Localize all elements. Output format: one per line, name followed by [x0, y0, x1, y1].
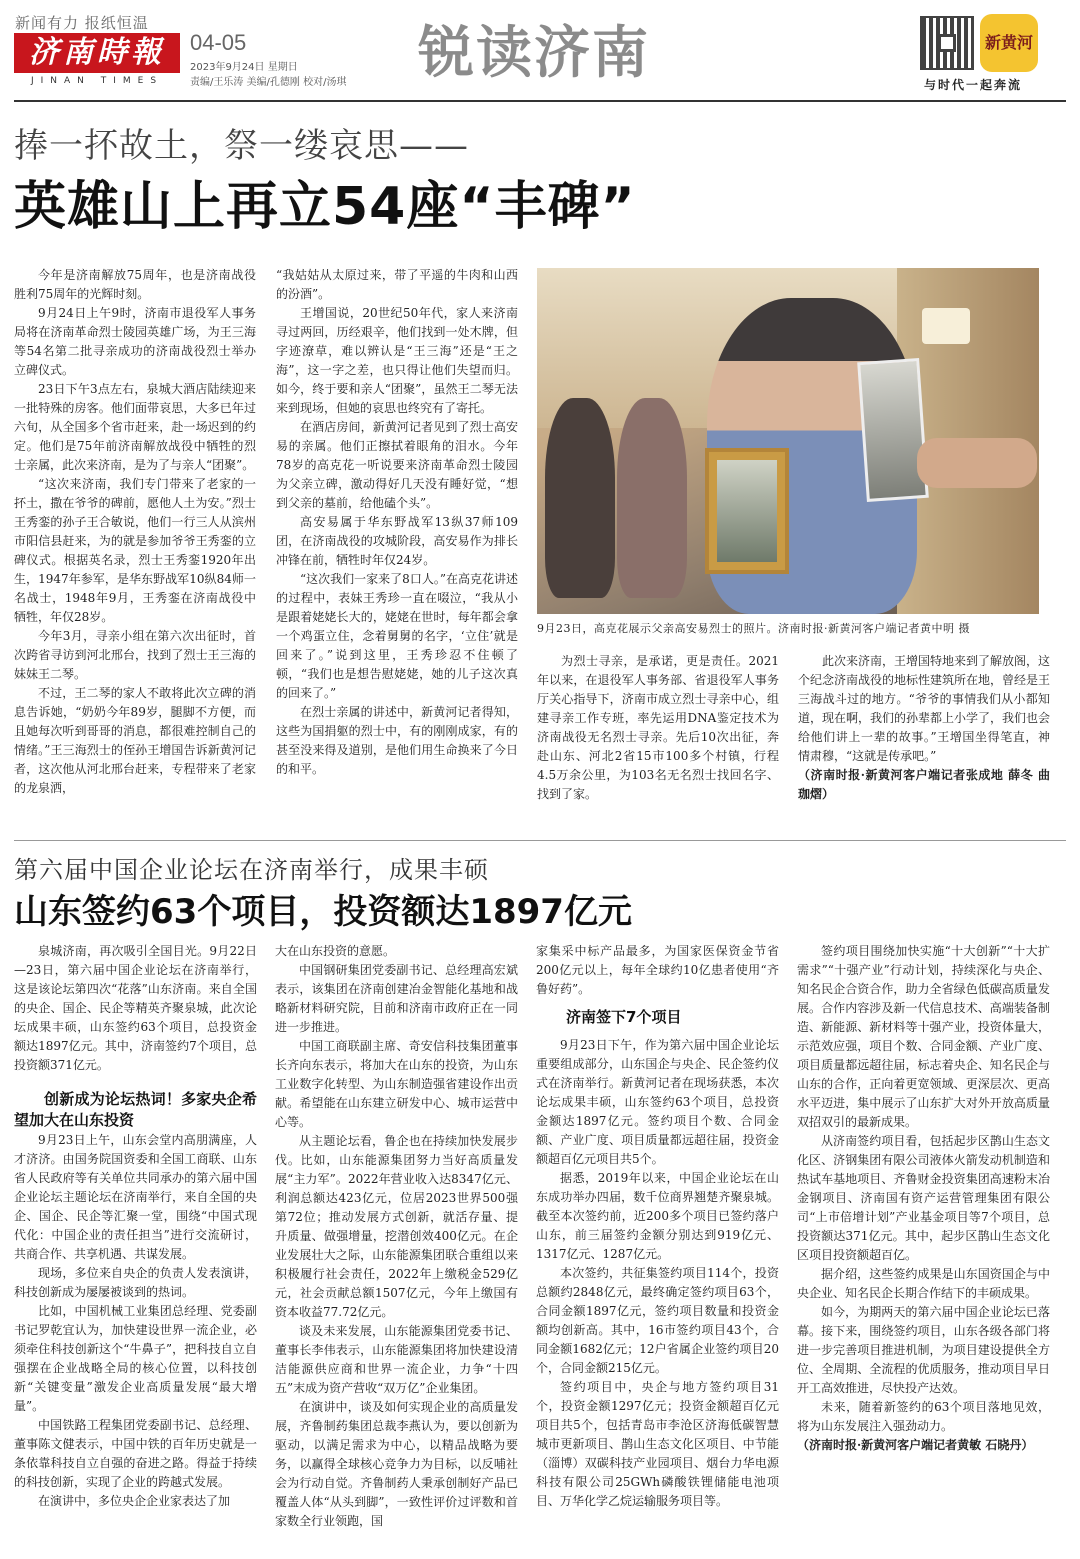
paragraph: 泉城济南，再次吸引全国目光。9月22日—23日，第六届中国企业论坛在济南举行，这是该论坛第四次“花落”山东济南。来自全国的央企、国企、民企等精英齐聚泉城，此次论坛成果丰硕，山东签约63个项目，总投资金额达1897亿元。其中，济南签约7个项目，总投资额371亿元。 — [14, 944, 257, 1072]
section-title: 锐读济南 — [418, 21, 650, 86]
paragraph: 23日下午3点左右，泉城大酒店陆续迎来一批特殊的房客。他们面带哀思，大多已年过六旬，从全国多个省市赶来，赴一场迟到的约定。他们是75年前济南解放战役中牺牲的烈士亲属，此次来济南，是为了与亲人“团聚”。 — [14, 382, 256, 472]
paragraph: 据悉，2019年以来，中国企业论坛在山东成功举办四届，数千位商界翘楚齐聚泉城。截至本次签约前，近200多个项目已签约落户山东，前三届签约金额分别达到919亿元、1317亿元、1287亿元。 — [536, 1171, 779, 1261]
page-numbers: 04-05 — [190, 30, 247, 55]
paragraph: 中国工商联副主席、奇安信科技集团董事长齐向东表示，将加大在山东的投资，为山东工业数字化转型、为山东制造强省建设作出贡献。希望能在山东建立研发中心、城市运营中心等。 — [275, 1039, 518, 1129]
paragraph: 此次来济南，王增国特地来到了解放阁，这个纪念济南战役的地标性建筑所在地，曾经是王三海战斗过的地方。“爷爷的事情我们从小都知道，现在啊，我们的孙辈都上小学了，我们也会给他们讲上一辈的故事。”王增国坐得笔直，神情肃穆，“这就是传承吧。” — [798, 654, 1050, 763]
paragraph: 今年是济南解放75周年，也是济南战役胜利75周年的光辉时刻。 — [14, 268, 256, 301]
masthead — [0, 0, 1080, 100]
app-slogan: 与时代一起奔流 — [924, 78, 1023, 92]
editor-credits: 责编/王乐涛 美编/孔德刚 校对/汤琪 — [190, 77, 347, 88]
paragraph: “我姑姑从太原过来，带了平遥的牛肉和山西的汾酒”。 — [276, 268, 518, 301]
story1-column-3 — [537, 652, 779, 832]
paragraph: 据介绍，这些签约成果是山东国资国企与中央企业、知名民企长期合作结下的丰硕成果。 — [797, 1267, 1050, 1300]
masthead-slogan: 新闻有力 报纸恒温 — [15, 14, 149, 32]
publication-date: 2023年9月24日 星期日 — [190, 62, 298, 73]
paragraph: 签约项目围绕加快实施“十大创新”“十大扩需求”“十强产业”行动计划，持续深化与央企、知名民企合资合作，助力全省绿色低碳高质量发展。合作内容涉及新一代信息技术、高端装备制造、新能源、新材料等十强产业，投资体量大，示范效应强，项目个数、合同金额、产业广度、项目质量都远超往届，标志着央企、知名民企与山东的合作，正向着更宽领域、更深层次、更高水平迈进，集中展示了山东扩大对外开放高质量双招双引的最新成果。 — [797, 944, 1050, 1129]
paragraph: 为烈士寻亲，是承诺，更是责任。2021年以来，在退役军人事务部、省退役军人事务厅关心指导下，济南市成立烈士寻亲中心，组建寻亲工作专班，率先运用DNA鉴定技术为济南战役无名烈士寻亲。先后10次出征，奔赴山东、河北2省15市100多个村镇，行程4.5万余公里，为103名无名烈士找回名字、找到了家。 — [537, 654, 779, 801]
paragraph: “这次我们一家来了8口人。”在高克花讲述的过程中，表妹王秀珍一直在啜泣，“我从小是跟着姥姥长大的，姥姥在世时，每年都会拿一个鸡蛋立住，念着舅舅的名字，‘立住’就是回来了。”说到这里，王秀珍忍不住顿了顿，“我们也是想告慰姥姥，她的儿子这次真的回来了。” — [276, 572, 518, 700]
masthead-divider — [14, 100, 1066, 102]
paragraph: 在酒店房间，新黄河记者见到了烈士高安易的亲属。他们正擦拭着眼角的泪水。今年78岁的高克花一听说要来济南革命烈士陵园为父亲立碑，激动得好几天没有睡好觉，“想到父亲的墓前，给他磕个头”。 — [276, 420, 518, 510]
paragraph: 签约项目中，央企与地方签约项目31个，投资金额1297亿元；投资金额超百亿元项目共5个，包括青岛市李沧区济海低碳智慧城市更新项目、鹊山生态文化区项目、中节能（淄博）双碳科技产业园项目、烟台力华电源科技有限公司25GWh磷酸铁锂储能电池项目、万华化学乙烷运输服务项目等。 — [536, 1380, 779, 1508]
paragraph: 中国铁路工程集团党委副书记、总经理、董事陈文健表示，中国中铁的百年历史就是一条依靠科技自立自强的奋进之路。得益于持续的科技创新，实现了企业的跨越式发展。 — [14, 1418, 257, 1489]
app-logo[interactable]: 新黄河 — [980, 14, 1038, 72]
story2-column-2 — [275, 942, 518, 1554]
paragraph: “这次来济南，我们专门带来了老家的一抔土，撒在爷爷的碑前，愿他人土为安。”烈士王秀銮的孙子王合敏说，他们一行三人从滨州市阳信县赶来，为的就是参加爷爷王秀銮的立碑仪式。根据英名录，烈士王秀銮1920年出生，1947年参军，是华东野战军10纵84师一名战士，1948年9月，王秀銮在济南战役中牺牲，年仅28岁。 — [14, 477, 256, 624]
paragraph: 在演讲中，谈及如何实现企业的高质量发展，齐鲁制药集团总裁李燕认为，要以创新为驱动，以满足需求为中心，以精品战略为要务，以赢得全球核心竞争力为目标，以反哺社会为行动自觉。齐鲁制药人秉承创制好产品已覆盖人体“从头到脚”，一致性评价过评数和首家数全行业领跑，国 — [275, 1400, 518, 1528]
qr-code-icon[interactable] — [920, 16, 974, 70]
paragraph: 在烈士亲属的讲述中，新黄河记者得知，这些为国捐躯的烈士中，有的刚刚成家，有的甚至没来得及道别，是他们用生命换来了今日的和平。 — [276, 705, 518, 776]
story2-subhead-1: 创新成为论坛热词！多家央企希望加大在山东投资 — [14, 1090, 257, 1129]
paragraph: 如今，为期两天的第六届中国企业论坛已落幕。接下来，围绕签约项目，山东各级各部门将进一步完善项目推进机制，为项目建设提供全方位、全周期、全流程的优质服务，推动项目早日开工高效推进，尽快投产达效。 — [797, 1305, 1050, 1395]
photo-caption: 9月23日，高克花展示父亲高安易烈士的照片。济南时报·新黄河客户端记者黄中明 摄 — [537, 622, 970, 635]
paragraph: 大在山东投资的意愿。 — [275, 944, 396, 958]
story-divider — [14, 840, 1066, 841]
paragraph: 高安易属于华东野战军13纵37师109团，在济南战役的攻城阶段，高安易作为排长冲锋在前，牺牲时年仅24岁。 — [276, 515, 518, 567]
story1-column-4 — [798, 652, 1050, 832]
paragraph: 不过，王二琴的家人不敢将此次立碑的消息告诉她，“奶奶今年89岁，腿脚不方便，而且她每次听到哥哥的消息，都很难控制自己的情绪。”王三海烈士的侄孙王增国告诉新黄河记者，这次他从河北邢台赶来，专程带来了老家的龙泉洒， — [14, 686, 256, 795]
story1-column-1 — [14, 266, 256, 826]
paragraph: 从济南签约项目看，包括起步区鹊山生态文化区、济钢集团有限公司液体火箭发动机制造和热试车基地项目、齐鲁财金投资集团高速粉末冶金钢项目、济南国有资产运营管理集团有限公司“上市倍增计划”产业基金项目等7个项目，总投资额达371亿元。其中，起步区鹊山生态文化区项目投资额超百亿。 — [797, 1134, 1050, 1262]
story1-headline: 英雄山上再立54座“丰碑” — [14, 177, 636, 237]
paragraph: 家集采中标产品最多，为国家医保资金节省200亿元以上，每年全球约10亿患者使用“齐鲁好药”。 — [536, 944, 779, 996]
newspaper-logo: 济南時報 — [14, 33, 180, 73]
paragraph: 本次签约，共征集签约项目114个，投资总额约2848亿元，最终确定签约项目63个，合同金额1897亿元，签约项目数量和投资金额均创新高。其中，16市签约项目43个，合同金额1682亿元；12户省属企业签约项目20个，合同金额215亿元。 — [536, 1266, 779, 1375]
paragraph: 9月24日上午9时，济南市退役军人事务局将在济南革命烈士陵园英雄广场，为王三海等54名第二批寻亲成功的济南战役烈士举办立碑仪式。 — [14, 306, 256, 377]
byline: （济南时报·新黄河客户端记者张成地 薛冬 曲珈熠） — [798, 768, 1050, 801]
story2-column-1 — [14, 942, 257, 1554]
paragraph: 未来，随着新签约的63个项目落地见效，将为山东发展注入强劲动力。 — [797, 1400, 1050, 1433]
story2-headline: 山东签约63个项目，投资额达1897亿元 — [14, 892, 632, 932]
paragraph: 9月23日下午，作为第六届中国企业论坛重要组成部分，山东国企与央企、民企签约仪式在济南举行。新黄河记者在现场获悉，本次论坛成果丰硕，山东签约63个项目，总投资金额达1897亿元。签约项目个数、合同金额、产业广度、项目质量都远超往届，投资金额超百亿元项目共5个。 — [536, 1038, 779, 1166]
paragraph: 在演讲中，多位央企企业家表达了加 — [38, 1494, 231, 1508]
paragraph: 9月23日上午，山东会堂内高朋满座，人才济济。由国务院国资委和全国工商联、山东省人民政府等有关单位共同承办的第六届中国企业论坛主题论坛在济南举行，来自全国的央企、国企、民企等汇聚一堂，围绕“中国式现代化：中国企业的责任担当”进行交流研讨，共商合作、共享机遇、共谋发展。 — [14, 1133, 257, 1261]
story1-kicker: 捧一抔故土，祭一缕哀思—— — [14, 126, 469, 166]
paragraph: 谈及未来发展，山东能源集团党委书记、董事长李伟表示，山东能源集团将加快建设清洁能源供应商和世界一流企业，力争“十四五”末成为资产营收“双万亿”企业集团。 — [275, 1324, 518, 1395]
newspaper-pinyin: JINAN TIMES — [30, 76, 164, 86]
paragraph: 从主题论坛看，鲁企也在持续加快发展步伐。比如，山东能源集团努力当好高质量发展“主力军”。2022年营业收入达8347亿元、利润总额达423亿元，位居2023世界500强第72位；推动发展方式创新，就活存量、提升质量、做强增量，挖潜创效400亿元。在企业发展壮大之际，山东能源集团联合重组以来积极履行社会责任，2022年上缴税金529亿元，社会贡献总额1507亿元，今年上缴国有资本收益77.72亿元。 — [275, 1134, 518, 1319]
story1-photo[interactable] — [537, 268, 1039, 614]
paragraph: 现场，多位来自央企的负责人发表演讲，科技创新成为屡屡被谈到的热词。 — [14, 1266, 257, 1299]
story1-column-2 — [276, 266, 518, 826]
paragraph: 中国钢研集团党委副书记、总经理高宏斌表示，该集团在济南创建冶金智能化基地和战略新材料研究院，目前和济南市政府正在一同进一步推进。 — [275, 963, 518, 1034]
story2-column-3 — [536, 942, 779, 1554]
story2-subhead-2: 济南签下7个项目 — [566, 1008, 682, 1026]
story2-kicker: 第六届中国企业论坛在济南举行，成果丰硕 — [14, 856, 489, 884]
byline: （济南时报·新黄河客户端记者黄敏 石晓丹） — [797, 1438, 1034, 1452]
paragraph: 比如，中国机械工业集团总经理、党委副书记罗乾宜认为，加快建设世界一流企业，必须牵住科技创新这个“牛鼻子”，把科技自立自强摆在企业战略全局的核心位置，以科技创新“关键变量”激发企业高质量发展“最大增量”。 — [14, 1304, 257, 1413]
paragraph: 今年3月，寻亲小组在第六次出征时，首次跨省寻访到河北邢台，找到了烈士王三海的妹妹王二琴。 — [14, 629, 256, 681]
paragraph: 王增国说，20世纪50年代，家人来济南寻过两回，历经艰辛，他们找到一处木牌，但字迹潦草，难以辨认是“王三海”还是“王之海”，这一字之差，也只得让他们失望而归。如今，终于要和亲人“团聚”，虽然王二琴无法来到现场，但她的哀思也终究有了寄托。 — [276, 306, 518, 415]
story2-column-4 — [797, 942, 1050, 1554]
